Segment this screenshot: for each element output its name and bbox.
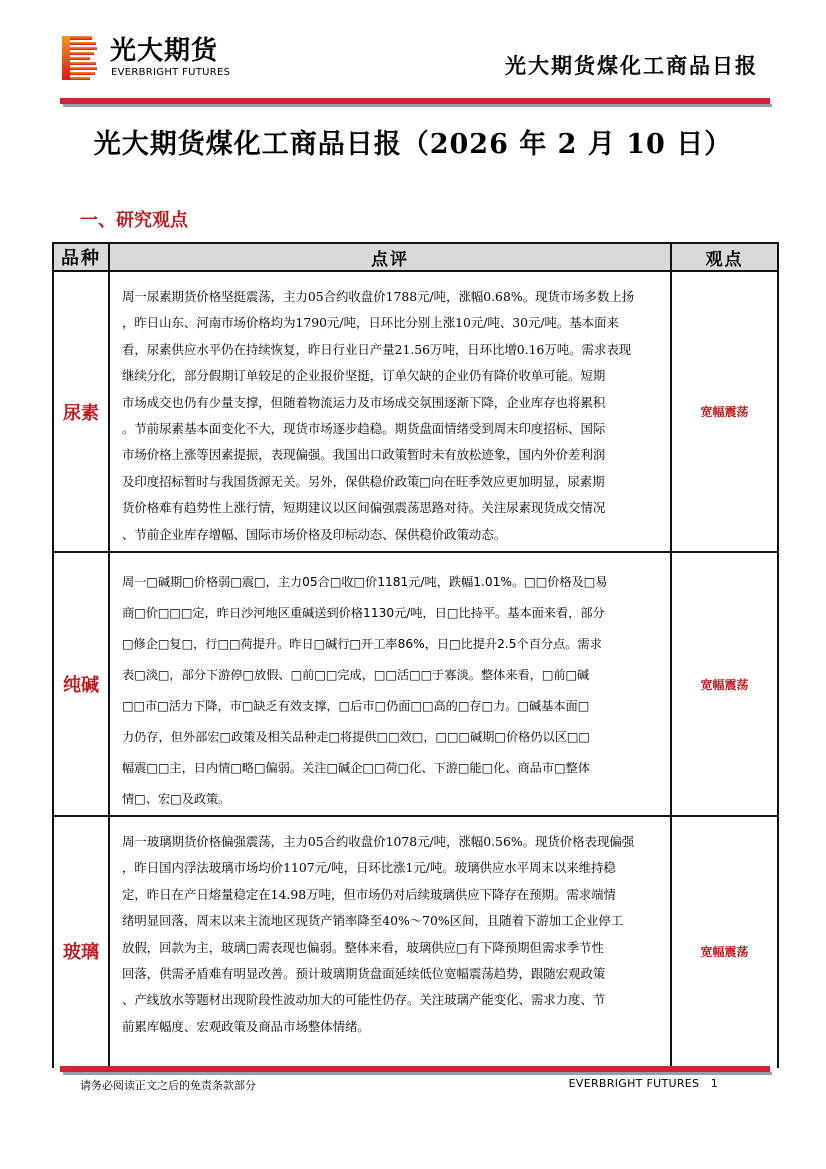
footer-divider (60, 1066, 770, 1072)
row-view: 宽幅震荡 (671, 552, 778, 816)
header-divider (60, 98, 770, 104)
comment-line: 表□淡□，部分下游停□放假、□前□□完成，□□活□□于寡淡。整体来看，□前□碱 (122, 668, 590, 682)
header-view: 观点 (671, 243, 778, 271)
comment-line: ，昨日山东、河南市场价格均为1790元/吨，日环比分别上涨10元/吨、30元/吨。基本面来 (122, 315, 619, 331)
table-header-row (53, 243, 778, 271)
comment-line: 前累库幅度、宏观政策及商品市场整体情绪。 (122, 1018, 370, 1034)
comment-line: □□市□活力下降，市□缺乏有效支撑，□后市□仍面□□高的□存□力。□碱基本面□ (122, 699, 590, 713)
comment-line: 继续分化，部分假期订单较足的企业报价坚挺，订单欠缺的企业仍有降价收单可能。短期 (122, 368, 606, 384)
comment-line: 。节前尿素基本面变化不大，现货市场逐步趋稳。期货盘面情绪受到周末印度招标、国际 (122, 421, 606, 437)
row-comment (109, 552, 671, 816)
table-row-soda-ash (53, 552, 778, 816)
row-view: 宽幅震荡 (671, 816, 778, 1086)
everbright-logo-icon (62, 36, 98, 80)
comment-line: 周一尿素期货价格坚挺震荡，主力05合约收盘价1788元/吨，涨幅0.68%。现货市场多数上扬 (122, 289, 635, 304)
page-number: 1 (710, 1077, 718, 1090)
footer-brand-page (569, 1077, 718, 1090)
row-category: 纯碱 (53, 552, 109, 816)
row-category: 尿素 (53, 271, 109, 552)
logo-english-name: EVERBRIGHT FUTURES (111, 67, 231, 78)
comment-line: ，昨日国内浮法玻璃市场均价1107元/吨，日环比涨1元/吨。玻璃供应水平周末以来维持稳 (122, 860, 616, 876)
row-view: 宽幅震荡 (671, 271, 778, 552)
comment-line: 周一□碱期□价格弱□震□，主力05合□收□价1181元/吨，跌幅1.01%。□□价格及□易 (122, 575, 608, 589)
logo-chinese-name: 光大期货 (110, 36, 219, 66)
header-category: 品种 (53, 243, 109, 271)
section-heading: 一、研究观点 (80, 210, 188, 231)
comment-line: 回落，供需矛盾难有明显改善。预计玻璃期货盘面延续低位宽幅震荡趋势，跟随宏观政策 (122, 966, 606, 982)
comment-line: 幅震□□主，日内情□略□偏弱。关注□碱企□□荷□化、下游□能□化、商品市□整体 (122, 761, 590, 775)
comment-line: □修企□复□，行□□荷提升。昨日□碱行□开工率86%，日□比提升2.5个百分点。需求 (122, 637, 602, 651)
comment-line: 定，昨日在产日熔量稳定在14.98万吨，但市场仍对后续玻璃供应下降存在预期。需求端情 (122, 886, 616, 902)
comment-line: 市场价格上涨等因素提振，表现偏强。我国出口政策暂时未有放松迹象，国内外价差利润 (122, 447, 606, 463)
comment-line: 放假，回款为主，玻璃□需表现也偏弱。整体来看，玻璃供应□有下降预期但需求季节性 (122, 939, 604, 955)
comment-line: 看，尿素供应水平仍在持续恢复，昨日行业日产量21.56万吨，日环比增0.16万吨。需求表现 (122, 341, 632, 357)
comment-line: 周一玻璃期货价格偏强震荡，主力05合约收盘价1078元/吨，涨幅0.56%。现货价格表现偏强 (122, 834, 635, 849)
comment-line: 情□、宏□及政策。 (122, 792, 231, 806)
table-row-glass (53, 816, 778, 1086)
row-comment (109, 271, 671, 552)
research-view-table (52, 242, 779, 1087)
footer-brand: EVERBRIGHT FUTURES (568, 1077, 700, 1090)
comment-line: 及印度招标暂时与我国货源无关。另外，保供稳价政策□向在旺季效应更加明显，尿素期 (122, 473, 605, 489)
comment-line: 绪明显回落，周末以来主流地区现货产销率降至40%～70%区间，且随着下游加工企业停工 (122, 913, 624, 929)
row-category: 玻璃 (53, 816, 109, 1086)
comment-line: 商□价□□□定，昨日沙河地区重碱送到价格1130元/吨，日□比持平。基本面来看，部分 (122, 606, 605, 620)
header-report-title: 光大期货煤化工商品日报 (505, 53, 758, 78)
footer-disclaimer: 请务必阅读正文之后的免责条款部分 (80, 1079, 256, 1092)
comment-line: 、节前企业库存增幅、国际市场价格及印标动态、保供稳价政策动态。 (122, 526, 507, 542)
header-comment: 点评 (109, 243, 671, 271)
document-title: 光大期货煤化工商品日报（2026 年 2 月 10 日） (93, 129, 733, 160)
comment-line: 货价格难有趋势性上涨行情，短期建议以区间偏强震荡思路对待。关注尿素现货成交情况 (122, 500, 606, 516)
row-comment (109, 816, 671, 1086)
comment-line: 市场成交也仍有少量支撑，但随着物流运力及市场成交氛围逐渐下降，企业库存也将累积 (122, 394, 606, 410)
comment-line: 、产线放水等题材出现阶段性波动加大的可能性仍存。关注玻璃产能变化、需求力度、节 (122, 992, 606, 1008)
comment-line: 力仍存，但外部宏□政策及相关品种走□将提供□□效□，□□□碱期□价格仍以区□□ (122, 730, 590, 744)
table-row-urea (53, 271, 778, 552)
